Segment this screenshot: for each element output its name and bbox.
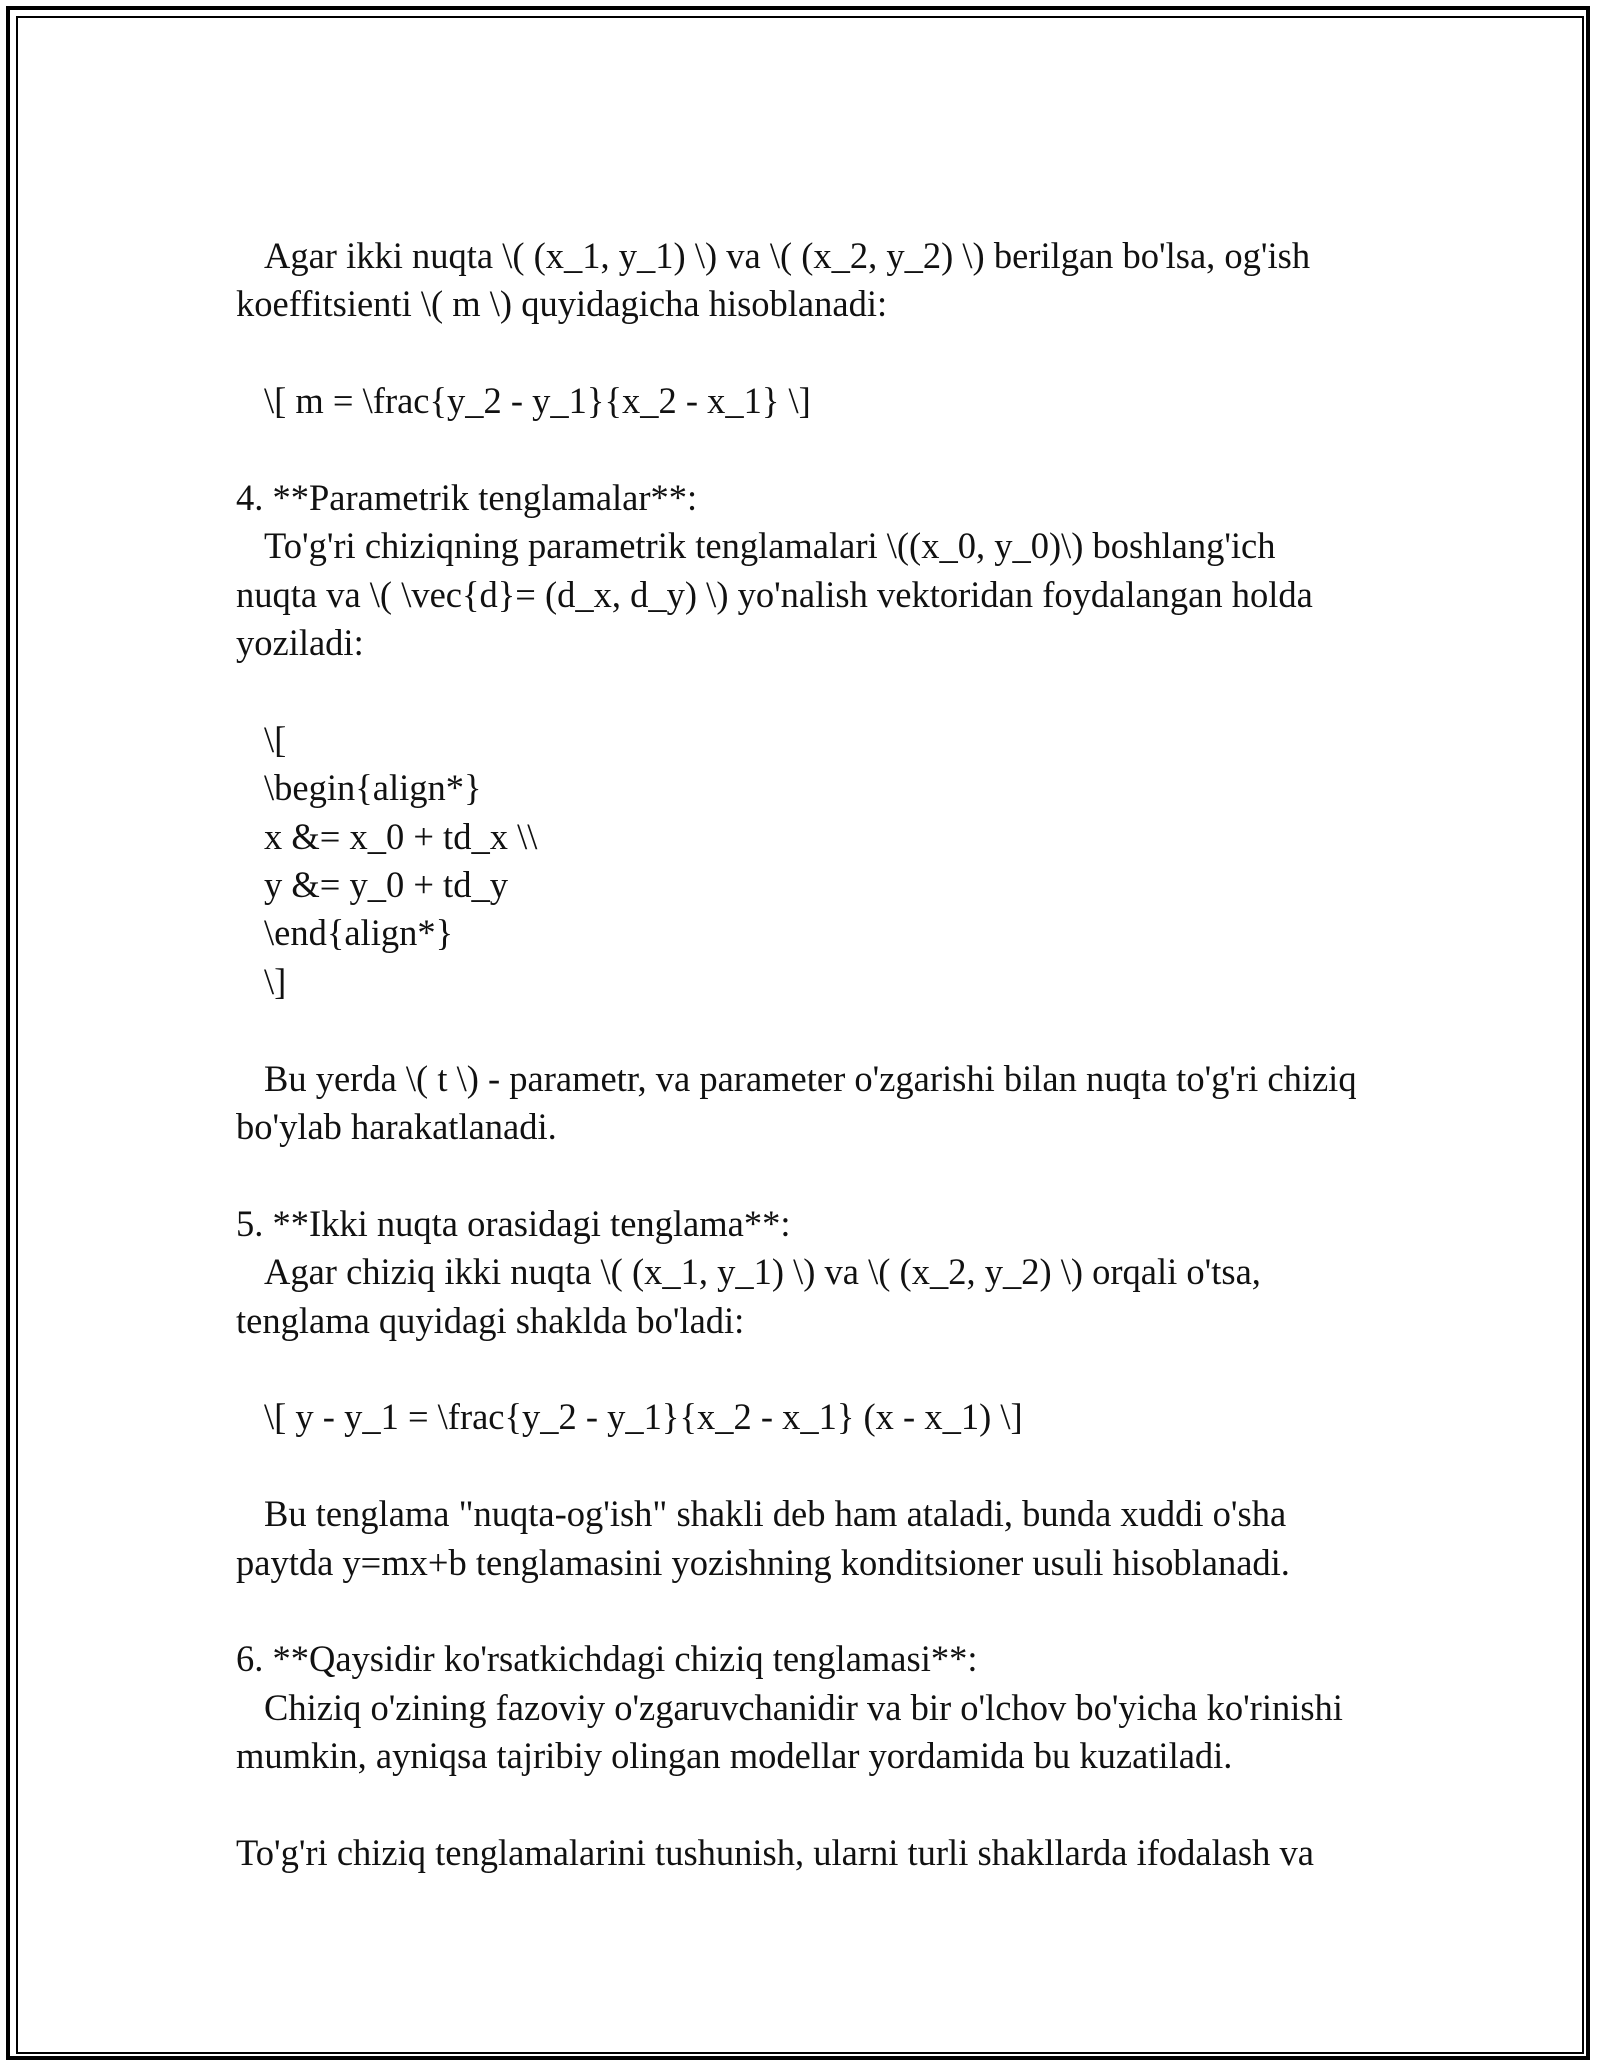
formula-line: \end{align*} [264, 912, 454, 954]
text-line: Agar chiziq ikki nuqta \( (x_1, y_1) \) va \( (x_2, y_2) \) orqali o'tsa, [264, 1251, 1261, 1293]
blank-line [236, 1781, 1386, 1829]
text-line: koeffitsienti \( m \) quyidagicha hisoblanadi: [236, 283, 888, 325]
blank-line [236, 1151, 1386, 1199]
formula-line: \[ m = \frac{y_2 - y_1}{x_2 - x_1} \] [264, 380, 811, 422]
blank-line [236, 1442, 1386, 1490]
text-line: Chiziq o'zining fazoviy o'zgaruvchanidir va bir o'lchov bo'yicha ko'rinishi [264, 1686, 1343, 1728]
section-heading-5: 5. **Ikki nuqta orasidagi tenglama**: [236, 1202, 791, 1244]
formula-line: \begin{align*} [264, 767, 482, 809]
text-line: Bu yerda \( t \) - parametr, va parameter o'zgarishi bilan nuqta to'g'ri chiziq [264, 1057, 1357, 1099]
text-line: mumkin, ayniqsa tajribiy olingan modellar yordamida bu kuzatiladi. [236, 1735, 1233, 1777]
blank-line [236, 1587, 1386, 1635]
section-heading-4: 4. **Parametrik tenglamalar**: [236, 476, 698, 518]
section-heading-6: 6. **Qaysidir ko'rsatkichdagi chiziq tenglamasi**: [236, 1638, 978, 1680]
text-line: Agar ikki nuqta \( (x_1, y_1) \) va \( (x_2, y_2) \) berilgan bo'lsa, og'ish [264, 235, 1311, 276]
formula-line: \] [264, 960, 287, 1002]
text-line: bo'ylab harakatlanadi. [236, 1106, 557, 1148]
formula-line: x &= x_0 + td_x \\ [264, 815, 538, 857]
blank-line [236, 426, 1386, 474]
blank-line [236, 668, 1386, 716]
document-body [236, 232, 1386, 1877]
text-line: Bu tenglama "nuqta-og'ish" shakli deb ham ataladi, bunda xuddi o'sha [264, 1493, 1287, 1535]
text-line: nuqta va \( \vec{d}= (d_x, d_y) \) yo'nalish vektoridan foydalangan holda [236, 573, 1313, 615]
blank-line [236, 1345, 1386, 1393]
formula-line: y &= y_0 + td_y [264, 864, 508, 906]
formula-line: \[ [264, 718, 287, 760]
text-line: tenglama quyidagi shaklda bo'ladi: [236, 1299, 745, 1341]
formula-line: \[ y - y_1 = \frac{y_2 - y_1}{x_2 - x_1} (x - x_1) \] [264, 1396, 1023, 1438]
text-line: To'g'ri chiziqning parametrik tenglamalari \((x_0, y_0)\) boshlang'ich [264, 525, 1276, 567]
text-line: To'g'ri chiziq tenglamalarini tushunish, ularni turli shakllarda ifodalash va [236, 1831, 1314, 1873]
text-line: yoziladi: [236, 622, 364, 664]
blank-line [236, 1006, 1386, 1054]
blank-line [236, 329, 1386, 377]
text-line: paytda y=mx+b tenglamasini yozishning konditsioner usuli hisoblanadi. [236, 1541, 1290, 1583]
